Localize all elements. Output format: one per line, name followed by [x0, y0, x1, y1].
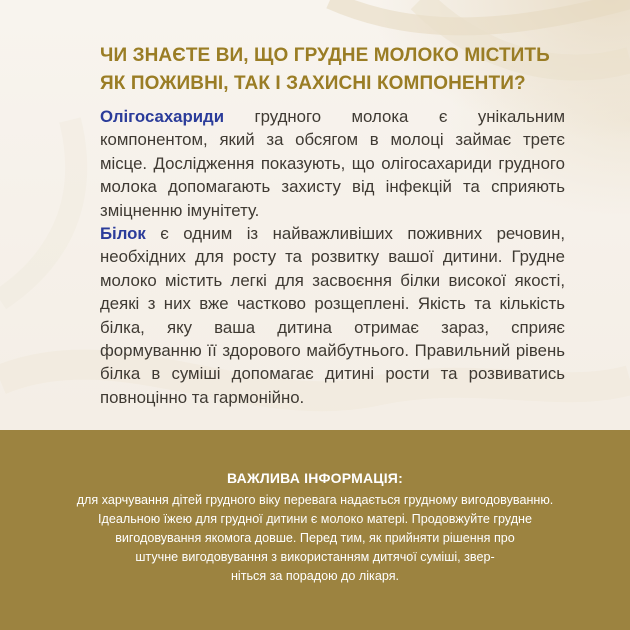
notice-line-4: штучне вигодовування з використанням дитячої суміші, звер- [135, 550, 495, 564]
heading-line-2: ЯК ПОЖИВНІ, ТАК І ЗАХИСНІ КОМПОНЕНТИ? [100, 73, 526, 94]
important-info-text [55, 491, 575, 586]
oligosaccharides-paragraph [100, 105, 565, 222]
oligosaccharides-term: Олігосахариди [100, 107, 225, 126]
protein-term: Білок [100, 224, 146, 243]
notice-line-2: Ідеальною їжею для грудної дитини є молоко матері. Продовжуйте грудне [98, 512, 532, 526]
notice-line-5: ніться за порадою до лікаря. [230, 569, 400, 583]
heading-line-1: ЧИ ЗНАЄТЕ ВИ, ЩО ГРУДНЕ МОЛОКО МІСТИТЬ [100, 45, 550, 66]
page-heading [100, 42, 570, 98]
notice-line-3: вигодовування якомога довше. Перед тим, як прийняти рішення про [115, 531, 515, 545]
protein-paragraph [100, 222, 565, 409]
protein-text: є одним із найважливіших поживних речовин, необхідних для росту та розвитку вашої дитини. Грудне молоко містить легкі для засвоєння білки високої якості, деякі з них вже частково розщеплені. Якість та кількість білка, яку ваша дитина отримає зараз, сприяє формуванню її здорового майбутнього. Правильний рівень білка в суміші допомагає дитині рости та розвиватись повноцінно та гармонійно. [100, 224, 565, 407]
oligosaccharides-text: грудного молока є унікальним компонентом, який за обсягом в молоці займає третє місце. Дослідження показують, що олігосахариди грудного молока допомагають захисту від інфекцій та сприяють зміцненню імунітету. [100, 107, 565, 220]
important-info-title: ВАЖЛИВА ІНФОРМАЦІЯ: [227, 470, 403, 486]
notice-line-1: для харчування дітей грудного віку перевага надається грудному вигодовуванню. [76, 493, 554, 507]
